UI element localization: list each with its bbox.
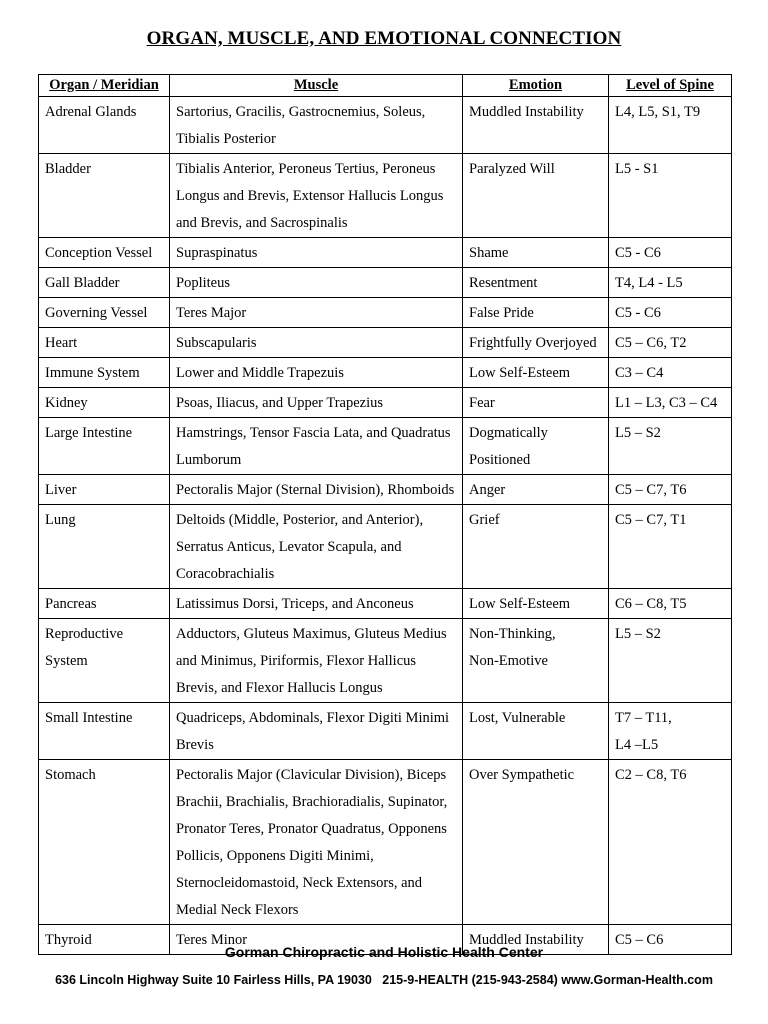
organ-cell: Large Intestine [39,418,170,475]
header-muscle: Muscle [170,75,463,97]
emotion-cell: Resentment [463,268,609,298]
spine-level-cell: C5 – C7, T1 [609,505,732,589]
muscle-cell: Sartorius, Gracilis, Gastrocnemius, Soleus, Tibialis Posterior [170,97,463,154]
spine-level-cell: L5 – S2 [609,418,732,475]
spine-level-cell: C5 – C6, T2 [609,328,732,358]
spine-level-cell: C5 – C7, T6 [609,475,732,505]
table-row [39,619,732,703]
muscle-cell: Quadriceps, Abdominals, Flexor Digiti Minimi Brevis [170,703,463,760]
organ-muscle-emotion-table [38,74,732,955]
muscle-cell: Adductors, Gluteus Maximus, Gluteus Medius and Minimus, Piriformis, Flexor Hallicus Brevis, and Flexor Hallucis Longus [170,619,463,703]
emotion-cell: Non-Thinking, Non-Emotive [463,619,609,703]
organ-cell: Adrenal Glands [39,97,170,154]
header-level-of-spine: Level of Spine [609,75,732,97]
emotion-cell: Paralyzed Will [463,154,609,238]
spine-level-cell: C5 – C6 [609,925,732,955]
emotion-cell: Frightfully Overjoyed [463,328,609,358]
organ-cell: Conception Vessel [39,238,170,268]
header-organ-meridian: Organ / Meridian [39,75,170,97]
muscle-cell: Tibialis Anterior, Peroneus Tertius, Peroneus Longus and Brevis, Extensor Hallucis Longus and Brevis, and Sacrospinalis [170,154,463,238]
emotion-cell: Grief [463,505,609,589]
table-row [39,328,732,358]
table-row [39,388,732,418]
spine-level-cell: T4, L4 - L5 [609,268,732,298]
spine-level-cell: L5 – S2 [609,619,732,703]
muscle-cell: Teres Minor [170,925,463,955]
table-row [39,505,732,589]
organ-cell: Lung [39,505,170,589]
muscle-cell: Pectoralis Major (Sternal Division), Rhomboids [170,475,463,505]
footer-contact-info: 636 Lincoln Highway Suite 10 Fairless Hills, PA 19030 215-9-HEALTH (215-943-2584) www.Gorman-Health.com [55,973,713,987]
organ-cell: Reproductive System [39,619,170,703]
emotion-cell: Dogmatically Positioned [463,418,609,475]
table-row [39,358,732,388]
table-row [39,298,732,328]
muscle-cell: Deltoids (Middle, Posterior, and Anterior), Serratus Anticus, Levator Scapula, and Coracobrachialis [170,505,463,589]
muscle-cell: Popliteus [170,268,463,298]
emotion-cell: Fear [463,388,609,418]
emotion-cell: Lost, Vulnerable [463,703,609,760]
organ-cell: Heart [39,328,170,358]
emotion-cell: Muddled Instability [463,925,609,955]
spine-level-cell: C2 – C8, T6 [609,760,732,925]
spine-level-cell: L4, L5, S1, T9 [609,97,732,154]
spine-level-cell: C6 – C8, T5 [609,589,732,619]
muscle-cell: Lower and Middle Trapezuis [170,358,463,388]
muscle-cell: Teres Major [170,298,463,328]
table-row [39,475,732,505]
spine-level-cell: L1 – L3, C3 – C4 [609,388,732,418]
spine-level-cell: C5 - C6 [609,238,732,268]
organ-cell: Thyroid [39,925,170,955]
organ-cell: Pancreas [39,589,170,619]
spine-level-cell: C5 - C6 [609,298,732,328]
organ-cell: Liver [39,475,170,505]
spine-level-cell: T7 – T11, L4 –L5 [609,703,732,760]
organ-cell: Gall Bladder [39,268,170,298]
organ-cell: Stomach [39,760,170,925]
muscle-cell: Latissimus Dorsi, Triceps, and Anconeus [170,589,463,619]
emotion-cell: Low Self-Esteem [463,358,609,388]
table-row [39,760,732,925]
table-row [39,589,732,619]
footer-clinic-name: Gorman Chiropractic and Holistic Health Center [224,944,544,960]
table-row [39,268,732,298]
emotion-cell: Shame [463,238,609,268]
table-header-row [39,75,732,97]
header-emotion: Emotion [463,75,609,97]
muscle-cell: Psoas, Iliacus, and Upper Trapezius [170,388,463,418]
organ-cell: Bladder [39,154,170,238]
organ-cell: Small Intestine [39,703,170,760]
emotion-cell: Over Sympathetic [463,760,609,925]
spine-level-cell: L5 - S1 [609,154,732,238]
emotion-cell: Anger [463,475,609,505]
emotion-cell: Low Self-Esteem [463,589,609,619]
muscle-cell: Subscapularis [170,328,463,358]
emotion-cell: False Pride [463,298,609,328]
muscle-cell: Pectoralis Major (Clavicular Division), Biceps Brachii, Brachialis, Brachioradialis, Supinator, Pronator Teres, Pronator Quadratus, Opponens Pollicis, Opponens Digiti Minimi, Sternocleidomastoid, Neck Extensors, and Medial Neck Flexors [170,760,463,925]
organ-cell: Kidney [39,388,170,418]
organ-cell: Immune System [39,358,170,388]
muscle-cell: Supraspinatus [170,238,463,268]
spine-level-cell: C3 – C4 [609,358,732,388]
table-row [39,154,732,238]
muscle-cell: Hamstrings, Tensor Fascia Lata, and Quadratus Lumborum [170,418,463,475]
emotion-cell: Muddled Instability [463,97,609,154]
organ-cell: Governing Vessel [39,298,170,328]
table-row [39,703,732,760]
page-title: ORGAN, MUSCLE, AND EMOTIONAL CONNECTION [146,28,622,49]
table-row [39,97,732,154]
table-row [39,418,732,475]
table-row [39,238,732,268]
